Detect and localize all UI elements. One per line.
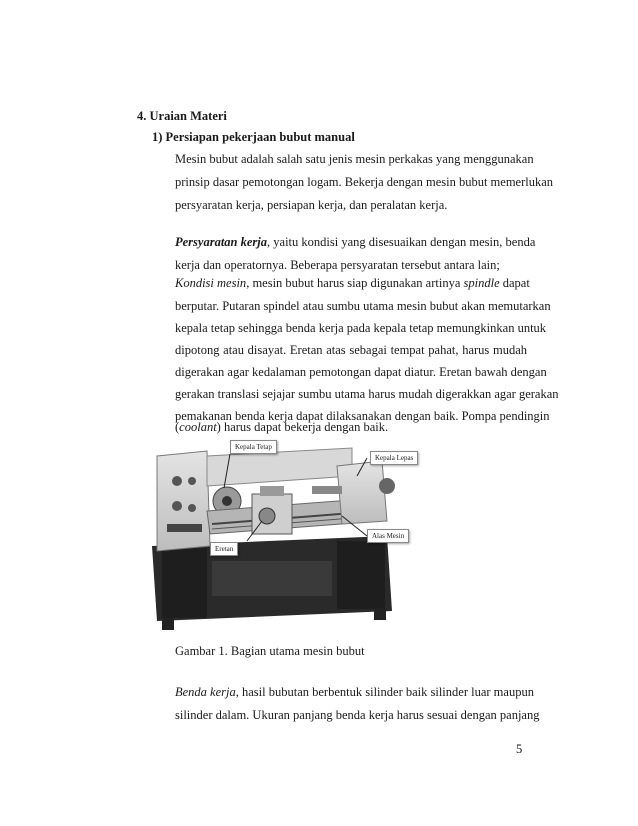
- lathe-figure: [152, 436, 422, 636]
- paragraph-line: Persyaratan kerja, yaitu kondisi yang disesuaikan dengan mesin, benda: [175, 235, 536, 249]
- paragraph-line: prinsip dasar pemotongan logam. Bekerja dengan mesin bubut memerlukan: [175, 175, 554, 189]
- page-number: 5: [516, 742, 523, 756]
- paragraph-line: persyaratan kerja, persiapan kerja, dan peralatan kerja.: [175, 198, 448, 212]
- paragraph-line: Kondisi mesin, mesin bubut harus siap digunakan artinya spindle dapat: [175, 276, 530, 290]
- term: Persyaratan kerja: [175, 235, 268, 249]
- paragraph-line: pemakanan benda kerja dapat dilaksanakan dengan baik. Pompa pendingin: [175, 409, 550, 423]
- label-eretan: Eretan: [210, 542, 238, 556]
- paragraph-line: digerakan agar kedalaman pemotongan dapat diatur. Eretan bawah dengan: [175, 365, 547, 379]
- paragraph-line: kerja dan operatornya. Beberapa persyaratan tersebut antara lain;: [175, 258, 500, 272]
- label-kepala-tetap: Kepala Tetap: [230, 440, 277, 454]
- label-alas-mesin: Alas Mesin: [367, 529, 409, 543]
- paragraph-line: dipotong atau disayat. Eretan atas sebagai tempat pahat, harus mudah: [175, 343, 527, 357]
- paragraph-line: gerakan translasi sejajar sumbu utama harus mudah digerakkan agar gerakan: [175, 387, 559, 401]
- paragraph-line: silinder dalam. Ukuran panjang benda kerja harus sesuai dengan panjang: [175, 708, 540, 722]
- label-kepala-lepas: Kepala Lepas: [370, 451, 418, 465]
- paragraph-line: kepala tetap sehingga benda kerja pada kepala tetap memungkinkan untuk: [175, 321, 547, 335]
- paragraph-line: Mesin bubut adalah salah satu jenis mesin perkakas yang menggunakan: [175, 152, 534, 166]
- paragraph-line: (coolant) harus dapat bekerja dengan baik.: [175, 420, 389, 434]
- subsection-heading: 1) Persiapan pekerjaan bubut manual: [152, 130, 355, 144]
- figure-caption: Gambar 1. Bagian utama mesin bubut: [175, 644, 365, 658]
- section-heading: 4. Uraian Materi: [137, 109, 227, 123]
- paragraph-line: Benda kerja, hasil bubutan berbentuk silinder baik silinder luar maupun: [175, 685, 534, 699]
- paragraph-line: berputar. Putaran spindel atau sumbu utama mesin bubut akan memutarkan: [175, 299, 551, 313]
